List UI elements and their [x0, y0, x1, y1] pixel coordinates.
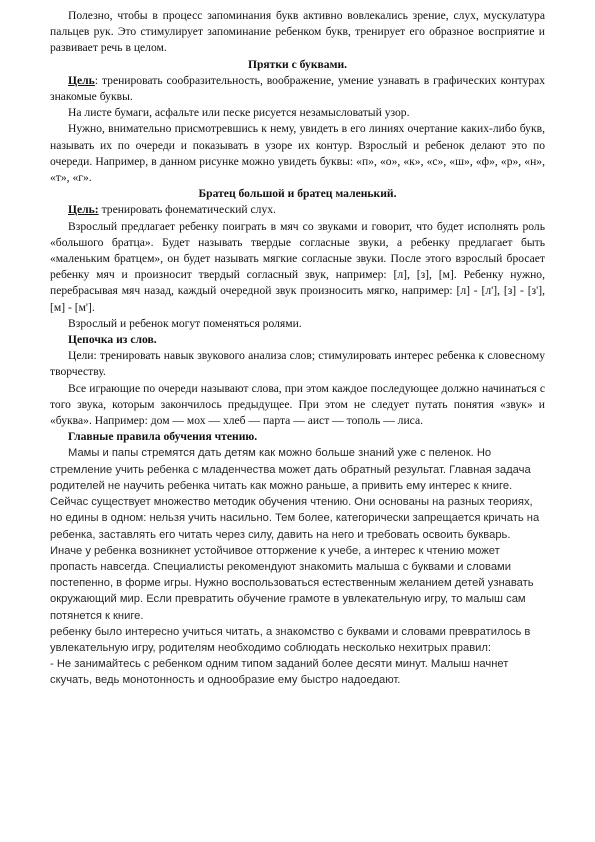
paragraph-intro: Полезно, чтобы в процесс запоминания букв активно вовлекались зрение, слух, мускулатура пальцев рук. Это стимулирует запоминание ребенком букв, тренирует его образное восприятие и развивает речь в целом. [50, 9, 545, 55]
paragraph-pattern: На листе бумаги, асфальте или песке рисуется незамысловатый узор. [68, 106, 410, 120]
goal-2-label: Цель: [68, 203, 99, 217]
paragraph-goals-3: Цели: тренировать навык звукового анализа слов; стимулировать интерес ребенка к словесному творчеству. [50, 349, 545, 379]
goal-2-text: тренировать фонематический слух. [98, 203, 276, 217]
paragraph-swap-roles: Взрослый и ребенок могут поменяться ролями. [68, 316, 302, 330]
goal-1-label: Цель [68, 73, 95, 87]
goal-1-text: : тренировать сообразительность, воображение, умение узнавать в графических контурах знакомые буквы. [50, 73, 545, 104]
paragraph-rule-1: - Не занимайтесь с ребенком одним типом заданий более десяти минут. Малыш начнет скучать, ведь монотонность и однообразие ему быстро надоедают. [50, 658, 509, 687]
heading-word-chain: Цепочка из слов. [68, 333, 157, 347]
heading-reading-rules: Главные правила обучения чтению. [68, 430, 258, 444]
paragraph-goal-1 [50, 73, 545, 105]
heading-big-small-brother: Братец большой и братец маленький. [198, 187, 397, 201]
paragraph-goal-2 [50, 202, 545, 218]
paragraph-reading-intro: Мамы и папы стремятся дать детям как можно больше знаний уже с пеленок. Но стремление учить ребенка с младенчества может дать обратный результат. Главная задача родителей не научить ребенка читать как можно раньше, а привить ему интерес к книге. Сейчас существует множество методик обучения чтению. Они основаны на разных теориях, но едины в одном: нельзя учить насильно. Тем более, категорически запрещается кричать на ребенка, заставлять его читать через силу, давить на него и требовать освоить букварь. Иначе у ребенка возникнет устойчивое отторжение к учебе, а интерес к чтению может пропасть навсегда. Специалисты рекомендуют знакомить малыша с буквами и словами постепенно, в форме игры. Нужно воспользоваться естественным желанием детей узнавать окружающий мир. Если превратить обучение грамоте в увлекательную игру, то малыш сам потянется к книге. [50, 447, 540, 622]
paragraph-word-chain-rules: Все играющие по очереди называют слова, при этом каждое последующее должно начинаться с того звука, которым закончилось предыдущее. При этом не следует путать понятия «звук» и «буква». Например: дом — мох — хлеб — парта — аист — тополь — лиса. [50, 381, 545, 428]
paragraph-ball-game: Взрослый предлагает ребенку поиграть в мяч со звуками и говорит, что будет исполнять роль «большого братца». Будет называть твердые согласные звуки, а ребенку предлагает быть «маленьким братцем», он будет называть мягкие согласные звуки. После этого взрослый бросает ребенку мяч и произносит твердый согласный звук, например: [л], [з], [м]. Ребенку нужно, перебрасывая мяч назад, каждый очередной звук произносить мягко, например: [л] - [л'], [з] - [з'], [м] - [м']. [50, 219, 545, 314]
paragraph-reading-rules-lead: ребенку было интересно учиться читать, а знакомство с буквами и словами превратилось в увлекательную игру, родителям необходимо соблюдать несколько нехитрых правил: [50, 625, 531, 654]
paragraph-letters: Нужно, внимательно присмотревшись к нему, увидеть в его линиях очертание каких-либо букв, называть их по очереди и показывать в узоре их контур. Взрослый и ребенок делают это по очереди. Например, в данном рисунке можно увидеть буквы: «п», «о», «к», «с», «ш», «ф», «р», «н», «т», «г». [50, 122, 545, 185]
heading-hide-and-seek: Прятки с буквами. [247, 57, 348, 71]
